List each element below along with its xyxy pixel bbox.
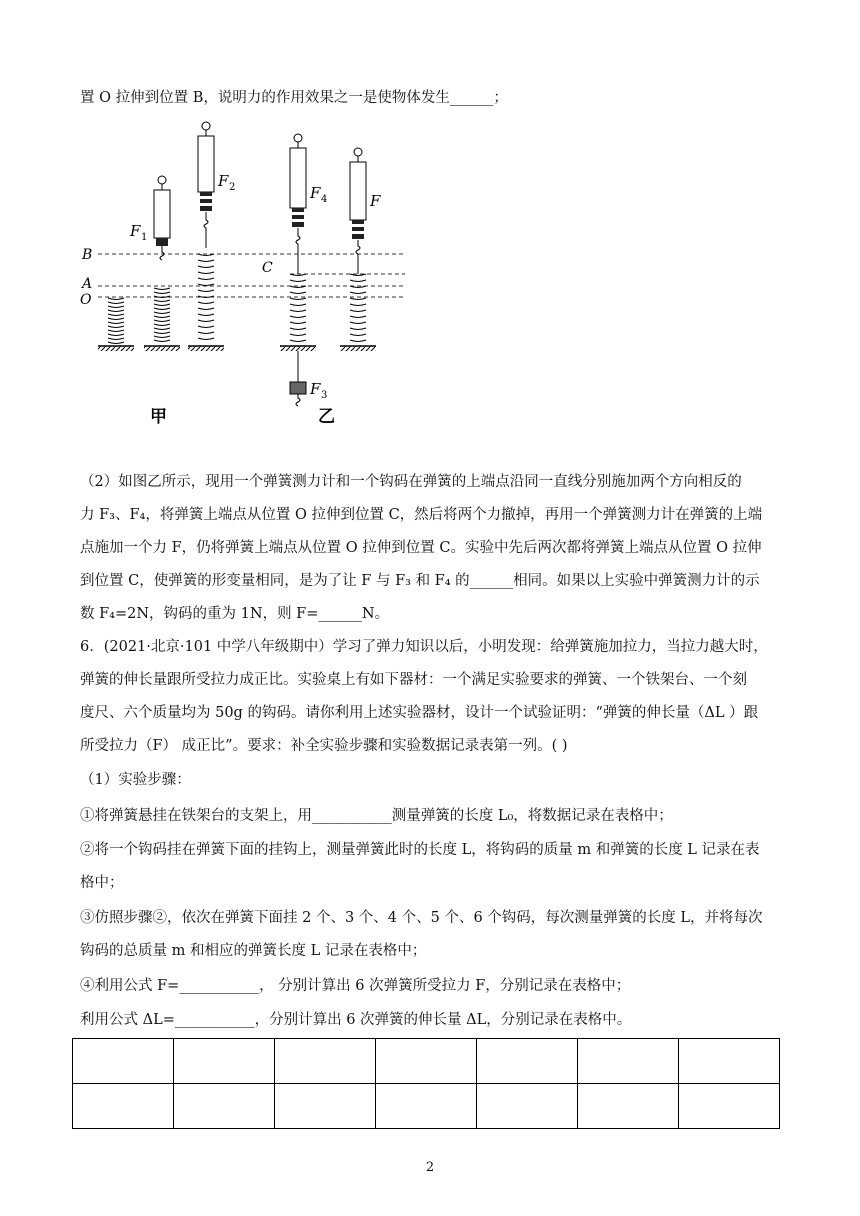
table-cell[interactable] bbox=[73, 1039, 174, 1084]
q6-line-2: 弹簧的伸长量跟所受拉力成正比。实验桌上有如下器材：一个满足实验要求的弹簧、一个铁架台、一个刻 bbox=[80, 672, 747, 688]
spring-1 bbox=[98, 298, 134, 351]
label-O: O bbox=[80, 292, 92, 308]
step-3-line-1: ③仿照步骤②，依次在弹簧下面挂 2 个、3 个、4 个、5 个、6 个钩码，每次测量弹簧的长度 L，并将每次 bbox=[80, 910, 763, 926]
table-cell[interactable] bbox=[275, 1084, 376, 1129]
label-F1-sub: 1 bbox=[141, 232, 148, 243]
q6-line-3: 度尺、六个质量均为 50g 的钩码。请你利用上述实验器材，设计一个试验证明：“弹簧的伸长量（ΔL ）跟 bbox=[80, 705, 759, 721]
label-F4-sub: 4 bbox=[321, 194, 328, 205]
step-3-line-2: 钩码的总质量 m 和相应的弹簧长度 L 记录在表格中； bbox=[80, 943, 427, 959]
label-F3: F bbox=[310, 380, 321, 398]
spring-experiment-figure bbox=[70, 112, 430, 442]
step-2-line-1: ②将一个钩码挂在弹簧下面的挂钩上，测量弹簧此时的长度 L，将钩码的质量 m 和弹簧的长度 L 记录在表 bbox=[80, 842, 760, 858]
step-4: ④利用公式 F=___________， 分别计算出 6 次弹簧所受拉力 F，分别记录在表格中； bbox=[80, 978, 631, 994]
spring-2-with-meter-F1 bbox=[129, 176, 180, 351]
label-F1: F bbox=[130, 222, 141, 240]
spring-5-with-meter-F bbox=[340, 148, 381, 351]
caption-jia: 甲 bbox=[150, 407, 167, 426]
table-cell[interactable] bbox=[174, 1039, 275, 1084]
q6-line-1: 6．(2021·北京·101 中学八年级期中）学习了弹力知识以后，小明发现：给弹簧施加拉力，当拉力越大时， bbox=[80, 639, 768, 655]
spring-4-with-meter-F4 bbox=[280, 134, 327, 406]
p2-line-5: 数 F₄=2N，钩码的重为 1N，则 F=______N。 bbox=[80, 606, 390, 622]
table-cell[interactable] bbox=[578, 1039, 679, 1084]
page-number: 2 bbox=[425, 1160, 435, 1175]
label-F3-sub: 3 bbox=[321, 390, 328, 401]
table-cell[interactable] bbox=[73, 1084, 174, 1129]
label-F4: F bbox=[310, 184, 321, 202]
spring-3-with-meter-F2 bbox=[188, 122, 235, 351]
label-F2: F bbox=[218, 172, 229, 190]
step-1: ①将弹簧悬挂在铁架台的支架上，用___________测量弹簧的长度 L₀，将数据记录在表格中； bbox=[80, 808, 673, 824]
p2-line-1: （2）如图乙所示，现用一个弹簧测力计和一个钩码在弹簧的上端点沿同一直线分别施加两个方向相反的 bbox=[80, 474, 742, 490]
steps-title: （1）实验步骤： bbox=[80, 772, 191, 788]
table-row bbox=[73, 1039, 780, 1084]
p2-line-4: 到位置 C，使弹簧的形变量相同，是为了让 F 与 F₃ 和 F₄ 的______相同。如果以上实验中弹簧测力计的示 bbox=[80, 573, 760, 589]
table-row bbox=[73, 1084, 780, 1129]
data-record-table bbox=[72, 1038, 780, 1129]
text-line-1: 置 O 拉伸到位置 B，说明力的作用效果之一是使物体发生______； bbox=[80, 90, 508, 106]
label-F2-sub: 2 bbox=[229, 182, 236, 193]
p2-line-2: 力 F₃、F₄，将弹簧上端点从位置 O 拉伸到位置 C，然后将两个力撤掉，再用一个弹簧测力计在弹簧的上端 bbox=[80, 507, 763, 523]
table-cell[interactable] bbox=[275, 1039, 376, 1084]
caption-yi: 乙 bbox=[318, 407, 335, 426]
table-cell[interactable] bbox=[376, 1039, 477, 1084]
table-cell[interactable] bbox=[174, 1084, 275, 1129]
p2-line-3: 点施加一个力 F，仍将弹簧上端点从位置 O 拉伸到位置 C。实验中先后两次都将弹簧上端点从位置 O 拉伸 bbox=[80, 540, 762, 556]
table-cell[interactable] bbox=[578, 1084, 679, 1129]
label-F: F bbox=[370, 192, 381, 210]
step-5: 利用公式 ΔL=___________，分别计算出 6 次弹簧的伸长量 ΔL，分别记录在表格中。 bbox=[80, 1012, 632, 1028]
step-2-line-2: 格中； bbox=[80, 875, 124, 891]
q6-line-4: 所受拉力（F） 成正比”。要求：补全实验步骤和实验数据记录表第一列。( ) bbox=[80, 738, 568, 754]
label-A: A bbox=[82, 276, 93, 292]
table-cell[interactable] bbox=[679, 1084, 780, 1129]
table-cell[interactable] bbox=[679, 1039, 780, 1084]
table-cell[interactable] bbox=[477, 1039, 578, 1084]
table-cell[interactable] bbox=[376, 1084, 477, 1129]
table-cell[interactable] bbox=[477, 1084, 578, 1129]
label-C: C bbox=[262, 260, 273, 276]
label-B: B bbox=[82, 247, 93, 263]
